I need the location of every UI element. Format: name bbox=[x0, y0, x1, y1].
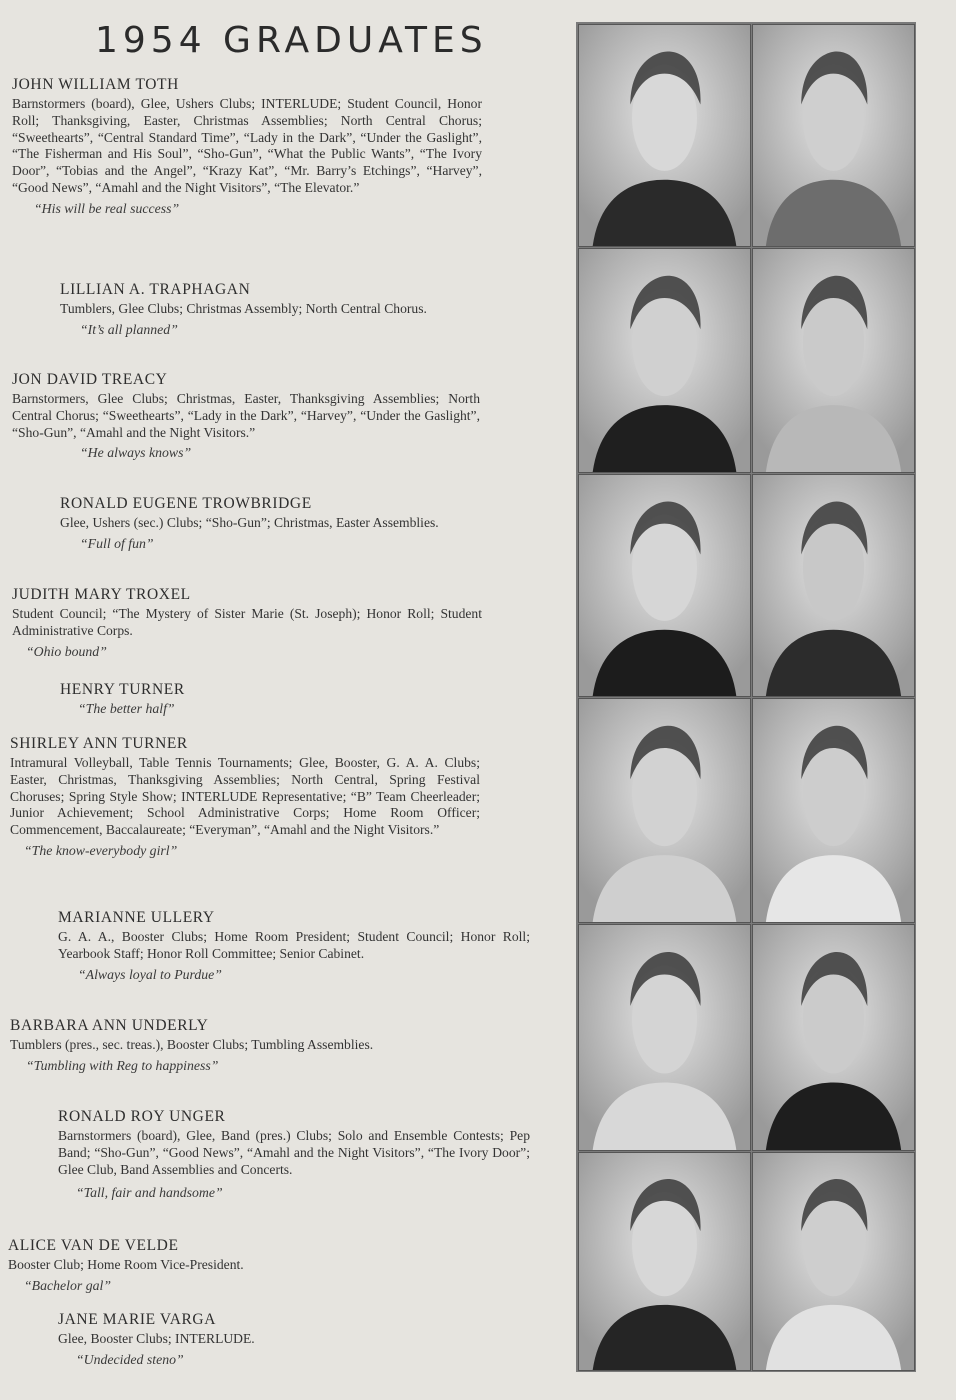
graduate-activities: Student Council; “The Mystery of Sister Marie (St. Joseph); Honor Roll; Student Administrative Corps. bbox=[12, 606, 482, 638]
portrait-photo bbox=[752, 698, 915, 923]
graduate-entry bbox=[8, 1237, 533, 1295]
graduate-entry bbox=[60, 495, 532, 553]
graduate-quote: “Tumbling with Reg to happiness” bbox=[26, 1057, 219, 1073]
graduate-name: ALICE VAN DE VELDE bbox=[8, 1237, 179, 1254]
graduate-name: HENRY TURNER bbox=[60, 681, 185, 698]
portrait-photo bbox=[578, 698, 751, 923]
portrait-photo bbox=[578, 248, 751, 473]
graduate-entry bbox=[58, 1108, 530, 1202]
graduate-entry bbox=[12, 371, 537, 462]
portrait-photo bbox=[752, 474, 915, 697]
graduate-quote: “It’s all planned” bbox=[80, 321, 178, 337]
graduate-name: LILLIAN A. TRAPHAGAN bbox=[60, 281, 251, 298]
page-title: 1954 GRADUATES bbox=[95, 20, 488, 61]
graduate-name: JANE MARIE VARGA bbox=[58, 1311, 217, 1328]
graduate-quote: “Ohio bound” bbox=[26, 643, 107, 659]
graduate-quote: “Bachelor gal” bbox=[24, 1277, 111, 1293]
portrait-photo bbox=[578, 924, 751, 1151]
graduate-entry bbox=[10, 735, 535, 860]
graduate-activities: Glee, Ushers (sec.) Clubs; “Sho-Gun”; Christmas, Easter Assemblies. bbox=[60, 515, 439, 530]
graduate-entry bbox=[12, 76, 537, 218]
graduate-name: BARBARA ANN UNDERLY bbox=[10, 1017, 209, 1034]
graduate-quote: “He always knows” bbox=[80, 445, 192, 461]
graduate-name: RONALD EUGENE TROWBRIDGE bbox=[60, 495, 312, 512]
graduate-activities: Barnstormers (board), Glee, Ushers Clubs; INTERLUDE; Student Council, Honor Roll; Thanksgiving, Easter, Christmas Assemblies; North Central Chorus; “Sweethearts”, “Central Standard Time”, “Lady in the Dark”, “Under the Gaslight”, “The Fisherman and His Soul”, “Sho-Gun”, “What the Public Wants”, “The Ivory Door”, “Tobias and the Angel”, “Krazy Kat”, “Mr. Barry’s Etchings”, “Harvey”, “Good News”, “Amahl and the Night Visitors”, “The Elevator.” bbox=[12, 96, 482, 195]
graduate-quote: “The better half” bbox=[78, 701, 175, 716]
graduate-quote: “Undecided steno” bbox=[76, 1351, 184, 1367]
portrait-photo bbox=[752, 1152, 915, 1371]
portrait-photo bbox=[752, 248, 915, 473]
graduate-activities: Tumblers (pres., sec. treas.), Booster Clubs; Tumbling Assemblies. bbox=[10, 1037, 374, 1052]
graduate-name: JON DAVID TREACY bbox=[12, 371, 168, 388]
graduate-entry bbox=[58, 1311, 530, 1369]
graduate-name: JUDITH MARY TROXEL bbox=[12, 586, 191, 603]
graduate-entry bbox=[60, 681, 532, 718]
portrait-photo bbox=[752, 924, 915, 1151]
graduate-quote: “Always loyal to Purdue” bbox=[78, 966, 222, 982]
portrait-photo bbox=[752, 24, 915, 247]
graduate-entry bbox=[60, 281, 532, 339]
graduate-quote: “Tall, fair and handsome” bbox=[76, 1185, 223, 1201]
graduate-activities: Barnstormers, Glee Clubs; Christmas, Easter, Thanksgiving Assemblies; North Central Chorus; “Sweethearts”, “Lady in the Dark”, “Harvey”, “Under the Gaslight”, “Sho-Gun”, “Amahl and the Night Visitors.” bbox=[12, 391, 480, 440]
graduate-activities: Barnstormers (board), Glee, Band (pres.) Clubs; Solo and Ensemble Contests; Pep Band; “Sho-Gun”, “Good News”, “Amahl and the Night Visitors”, “The Ivory Door”; Glee Club, Band Assemblies and Concerts. bbox=[58, 1128, 530, 1177]
graduate-quote: “His will be real success” bbox=[34, 200, 180, 216]
graduate-quote: “Full of fun” bbox=[80, 535, 154, 551]
graduate-activities: Tumblers, Glee Clubs; Christmas Assembly; North Central Chorus. bbox=[60, 301, 427, 316]
graduate-activities: Intramural Volleyball, Table Tennis Tournaments; Glee, Booster, G. A. A. Clubs; Easter, Christmas, Thanksgiving Assemblies; North Central, Spring Festival Choruses; Spring Style Show; INTERLUDE Representative; “B” Team Cheerleader; Junior Achievement; School Administrative Corps; Home Room Officer; Commencement, Baccalaureate; “Everyman”, “Amahl and the Night Visitors.” bbox=[10, 755, 480, 838]
graduate-activities: G. A. A., Booster Clubs; Home Room President; Student Council; Honor Roll; Yearbook Staff; Honor Roll Committee; Senior Cabinet. bbox=[58, 929, 530, 961]
portrait-photo bbox=[578, 474, 751, 697]
graduate-activities: Glee, Booster Clubs; INTERLUDE. bbox=[58, 1331, 255, 1346]
graduate-name: JOHN WILLIAM TOTH bbox=[12, 76, 179, 93]
graduate-activities: Booster Club; Home Room Vice-President. bbox=[8, 1257, 244, 1272]
graduate-name: SHIRLEY ANN TURNER bbox=[10, 735, 188, 752]
portrait-photo bbox=[578, 24, 751, 247]
graduate-quote: “The know-everybody girl” bbox=[24, 842, 178, 858]
graduate-entry bbox=[12, 586, 537, 661]
graduate-name: RONALD ROY UNGER bbox=[58, 1108, 226, 1125]
portrait-photo bbox=[578, 1152, 751, 1371]
graduate-entry bbox=[10, 1017, 535, 1075]
graduate-name: MARIANNE ULLERY bbox=[58, 909, 215, 926]
graduate-entry bbox=[58, 909, 530, 984]
